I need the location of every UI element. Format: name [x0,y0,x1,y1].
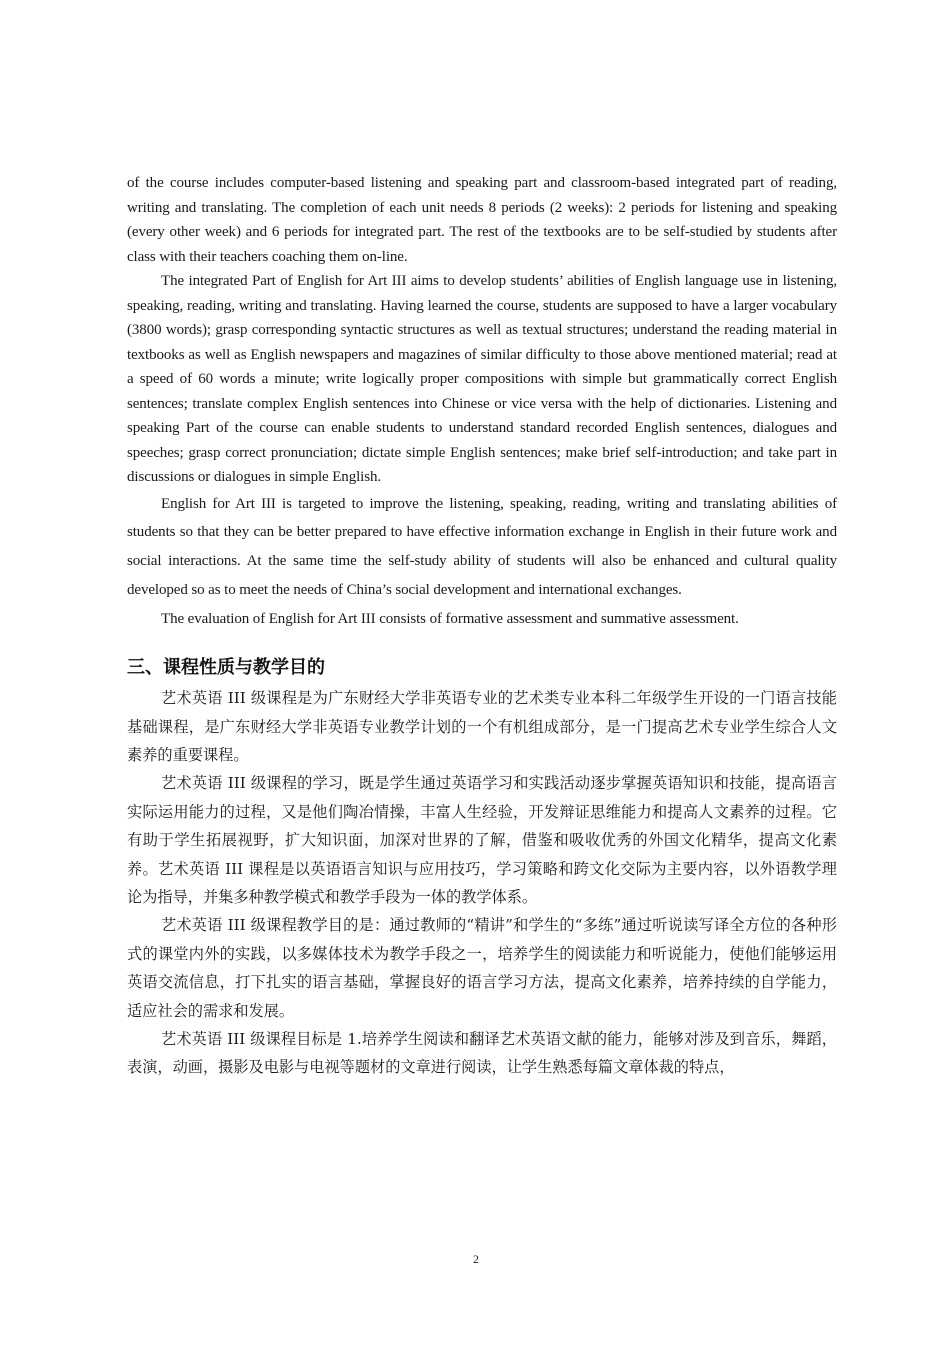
chinese-paragraph: 艺术英语 III 级课程是为广东财经大学非英语专业的艺术类专业本科二年级学生开设的一门语言技能基础课程，是广东财经大学非英语专业教学计划的一个有机组成部分，是一门提高艺术专业学生综合人文素养的重要课程。 [127,689,837,764]
section-heading: 三、课程性质与教学目的 [127,657,325,679]
english-paragraph: English for Art III is targeted to improve the listening, speaking, reading, writing and translating abilities of students so that they can be better prepared to have effective information exchange in English in their future work and social interactions. At the same time the self-study ability of students will also be enhanced and cultural quality developed so as to meet the needs of China’s social development and international exchanges. [127,495,837,598]
chinese-section [127,684,837,1082]
english-paragraph: The integrated Part of English for Art III aims to develop students’ abilities of English language use in listening, speaking, reading, writing and translating. Having learned the course, students are supposed to have a larger vocabulary (3800 words); grasp corresponding syntactic structures as well as textual structures; understand the reading material in textbooks as well as English newspapers and magazines of similar difficulty to those above mentioned material; read at a speed of 60 words a minute; write logically proper compositions with simple but grammatically correct English sentences; translate complex English sentences into Chinese or vice versa with the help of dictionaries. Listening and speaking Part of the course can enable students to understand standard recorded English sentences, dialogues and speeches; grasp correct pronunciation; dictate simple English sentences; make brief self-introduction; and take part in discussions or dialogues in simple English. [127,273,837,485]
chinese-paragraph: 艺术英语 III 级课程目标是 1.培养学生阅读和翻译艺术英语文献的能力，能够对涉及到音乐，舞蹈，表演，动画，摄影及电影与电视等题材的文章进行阅读，让学生熟悉每篇文章体裁的特点， [127,1030,837,1077]
chinese-paragraph: 艺术英语 III 级课程的学习，既是学生通过英语学习和实践活动逐步掌握英语知识和技能，提高语言实际运用能力的过程，又是他们陶冶情操，丰富人生经验，开发辩证思维能力和提高人文素养的过程。它有助于学生拓展视野，扩大知识面，加深对世界的了解，借鉴和吸收优秀的外国文化精华，提高文化素养。艺术英语 III 课程是以英语语言知识与应用技巧，学习策略和跨文化交际为主要内容，以外语教学理论为指导，并集多种教学模式和教学手段为一体的教学体系。 [127,774,837,907]
english-section [127,171,837,631]
english-paragraph: The evaluation of English for Art III consists of formative assessment and summative assessment. [161,610,739,627]
chinese-paragraph: 艺术英语 III 级课程教学目的是：通过教师的“精讲”和学生的“多练”通过听说读写译全方位的各种形式的课堂内外的实践，以多媒体技术为教学手段之一，培养学生的阅读能力和听说能力，使他们能够运用英语交流信息，打下扎实的语言基础，掌握良好的语言学习方法，提高文化素养，培养持续的自学能力，适应社会的需求和发展。 [127,916,837,1020]
page-number: 2 [473,1252,479,1266]
page-body [127,171,837,1082]
english-paragraph: of the course includes computer-based listening and speaking part and classroom-based integrated part of reading, writing and translating. The completion of each unit needs 8 periods (2 weeks): 2 periods for listening and speaking (every other week) and 6 periods for integrated part. The rest of the textbooks are to be self-studied by students after class with their teachers coaching them on-line. [127,175,837,265]
